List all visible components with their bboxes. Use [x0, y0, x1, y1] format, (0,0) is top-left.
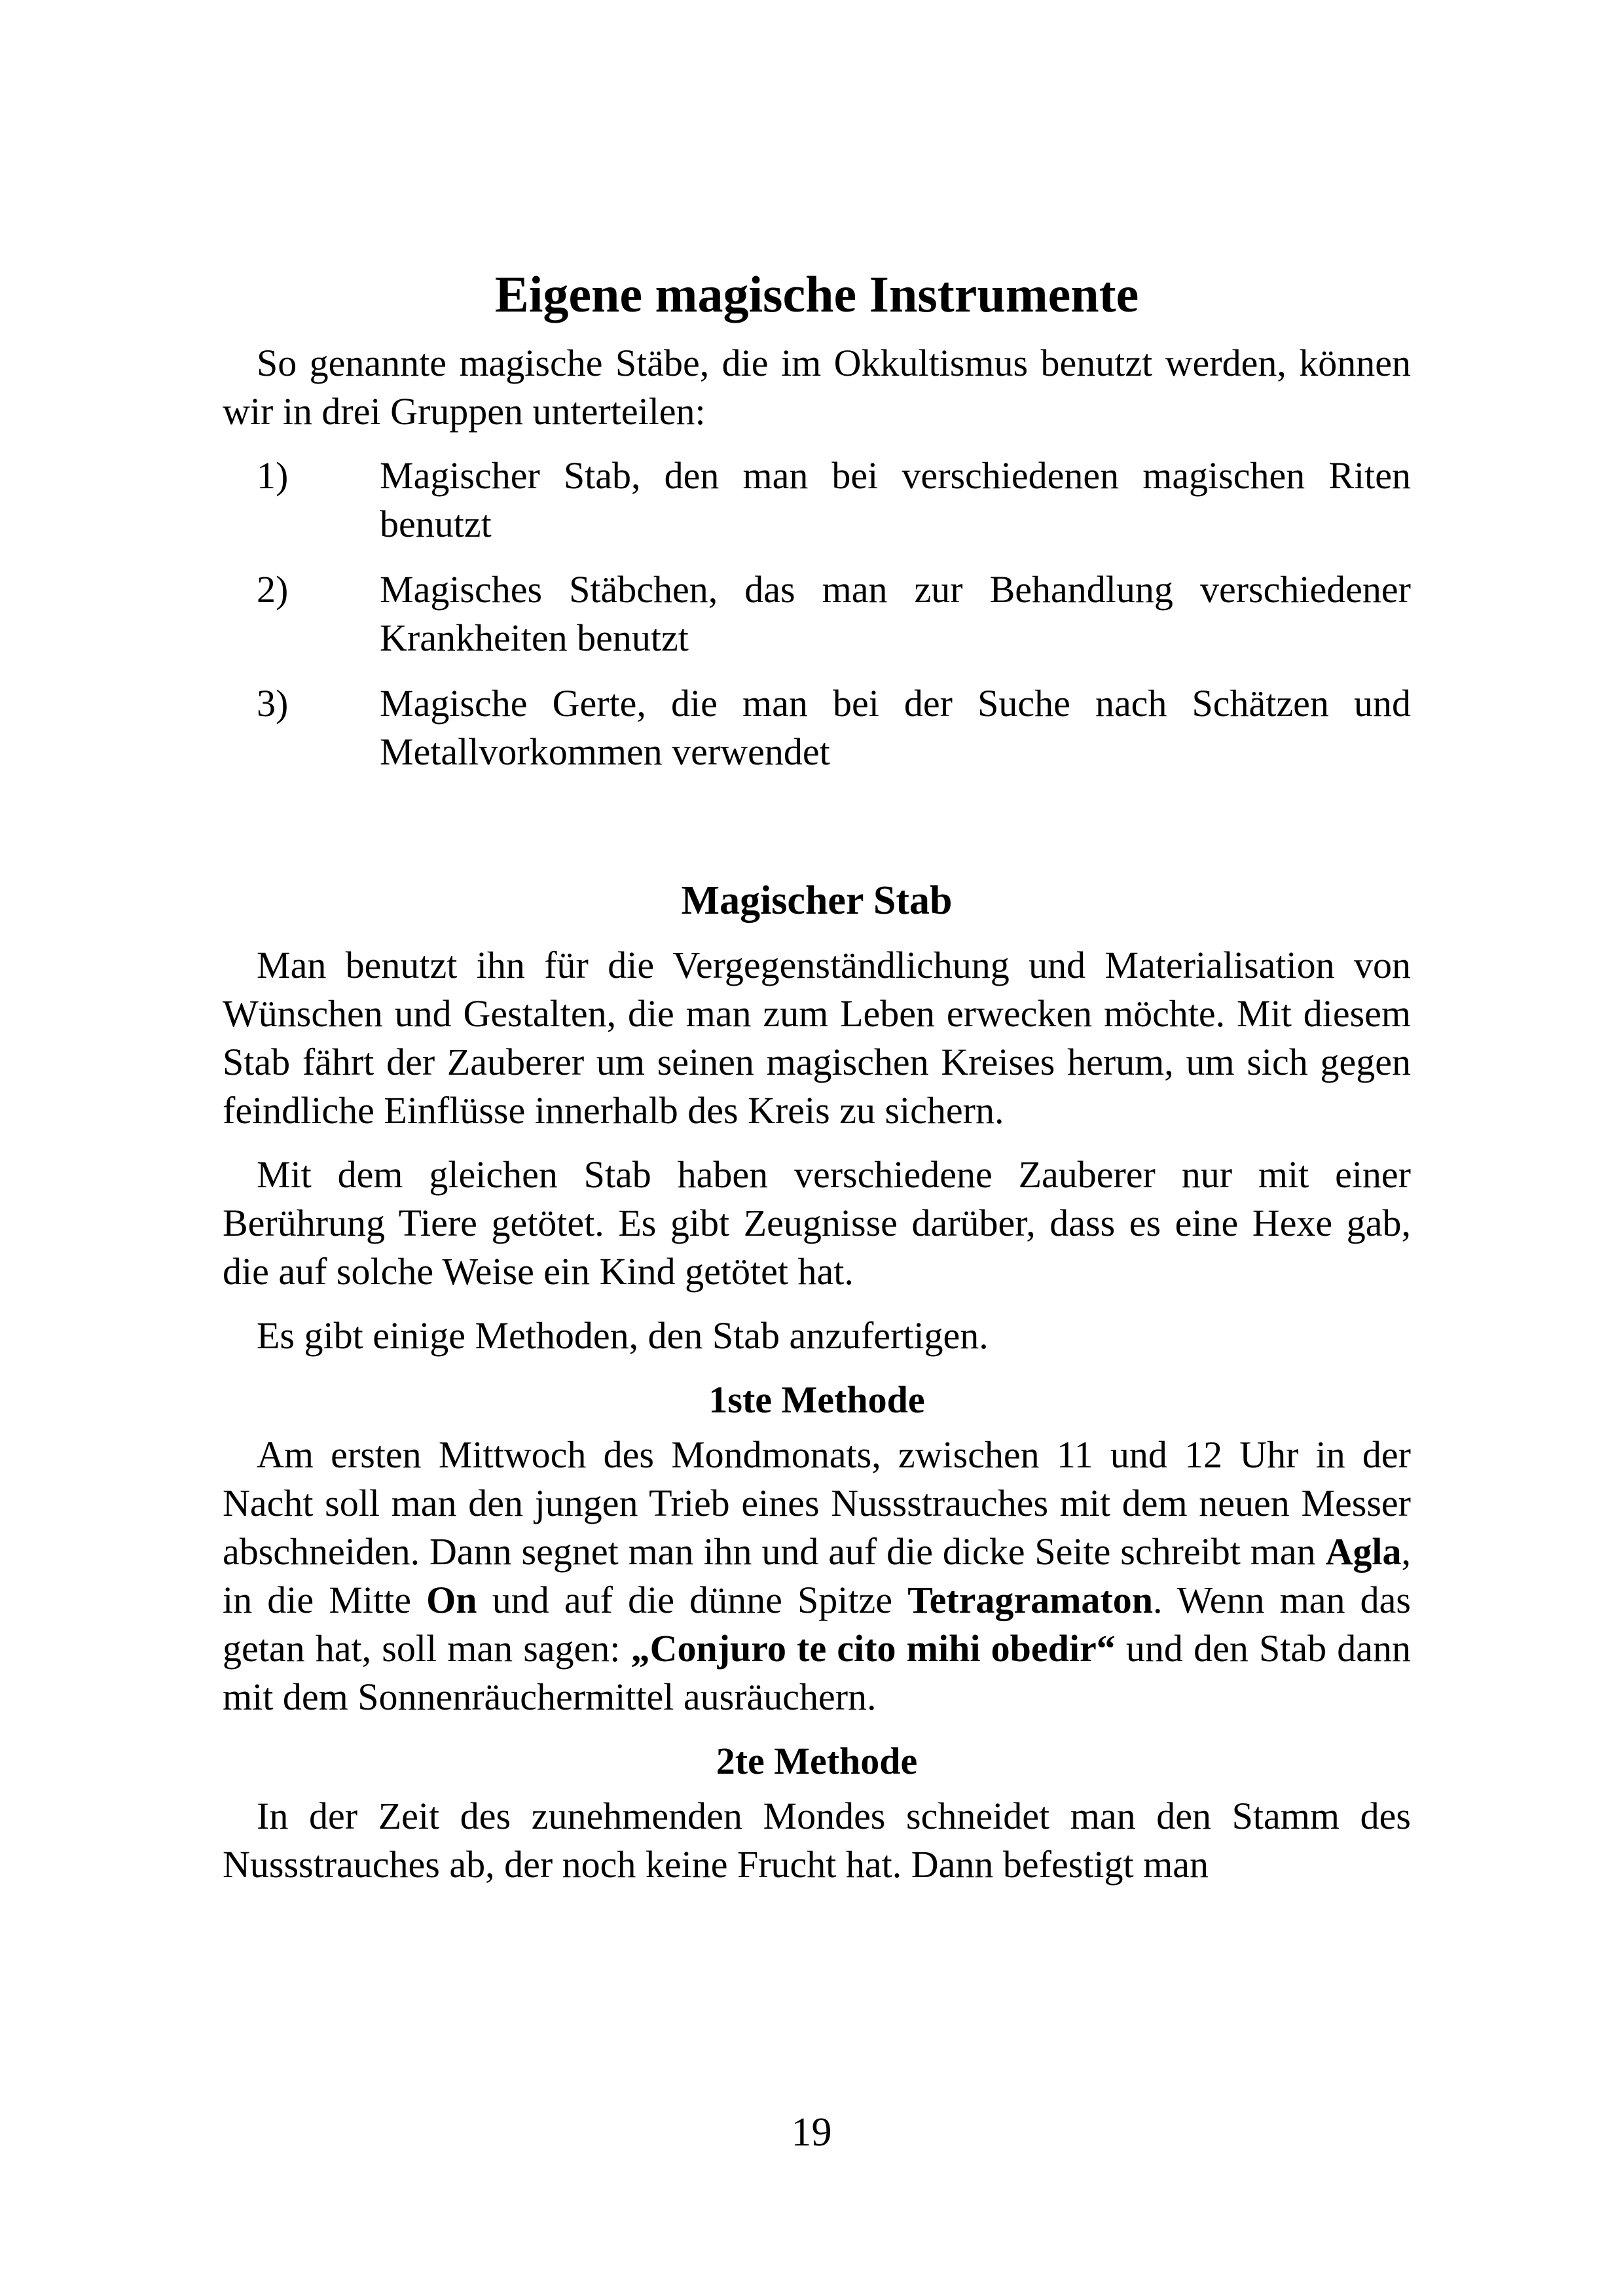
method-1-bold-tetragramaton: Tetragramaton — [907, 1579, 1153, 1621]
list-item-text: Magische Gerte, die man bei der Suche nach Schätzen und Metallvorkommen verwendet — [380, 682, 1411, 773]
section-title: Magischer Stab — [681, 878, 953, 923]
method-1-text-3: und auf die dünne Spitze — [477, 1579, 908, 1621]
section-paragraph: Mit dem gleichen Stab haben verschiedene Zauberer nur mit einer Berührung Tiere getötet. Es gibt Zeugnisse darüber, dass es eine Hexe gab, die auf solche Weise ein Kind getötet hat. — [223, 1153, 1411, 1293]
list-item-text: Magischer Stab, den man bei verschiedenen magischen Riten benutzt — [380, 454, 1411, 545]
method-1-text-5: und den Stab dann mit dem Sonnenräuchermittel ausräuchern. — [223, 1627, 1411, 1718]
list-item — [223, 679, 1411, 776]
list-item-number: 1) — [257, 454, 289, 497]
section-paragraph: Man benutzt ihn für die Vergegenständlichung und Materialisation von Wünschen und Gestalten, die man zum Leben erwecken möchte. Mit diesem Stab fährt der Zauberer um seinen magischen Kreises herum, um sich gegen feindliche Einflüsse innerhalb des Kreis zu sichern. — [223, 944, 1411, 1132]
list-item — [223, 565, 1411, 662]
method-1-bold-on: On — [426, 1579, 477, 1621]
list-item-number: 2) — [257, 568, 289, 611]
method-1-bold-agla: Agla — [1325, 1530, 1402, 1573]
method-1-bold-incantation: „Conjuro te cito mihi obedir“ — [630, 1627, 1116, 1670]
method-1-text-1: Am ersten Mittwoch des Mondmonats, zwischen 11 und 12 Uhr in der Nacht soll man den jungen Trieb eines Nussstrauches mit dem neuen Messer abschneiden. Dann segnet man ihn und auf die dicke Seite schreibt man — [223, 1433, 1411, 1573]
page-number: 19 — [791, 2110, 832, 2155]
method-1-text-2: , in die Mitte — [223, 1530, 1411, 1621]
method-1-text-4: . Wenn man das getan hat, soll man sagen: — [223, 1579, 1411, 1670]
method-2-paragraph: In der Zeit des zunehmenden Mondes schneidet man den Stamm des Nussstrauches ab, der noch keine Frucht hat. Dann befestigt man — [223, 1795, 1411, 1886]
list-item-text: Magisches Stäbchen, das man zur Behandlung verschiedener Krankheiten benutzt — [380, 568, 1411, 659]
list-item-number: 3) — [257, 682, 289, 725]
instrument-list — [223, 452, 1411, 776]
section-paragraph: Es gibt einige Methoden, den Stab anzufertigen. — [257, 1314, 989, 1357]
method-1-paragraph — [223, 1431, 1411, 1721]
intro-paragraph: So genannte magische Stäbe, die im Okkultismus benutzt werden, können wir in drei Gruppen unterteilen: — [223, 342, 1411, 433]
method-2-heading: 2te Methode — [716, 1740, 918, 1782]
list-item — [223, 452, 1411, 548]
page-title: Eigene magische Instrumente — [494, 266, 1139, 323]
method-1-heading: 1ste Methode — [708, 1378, 925, 1421]
page-content — [223, 262, 1411, 1905]
